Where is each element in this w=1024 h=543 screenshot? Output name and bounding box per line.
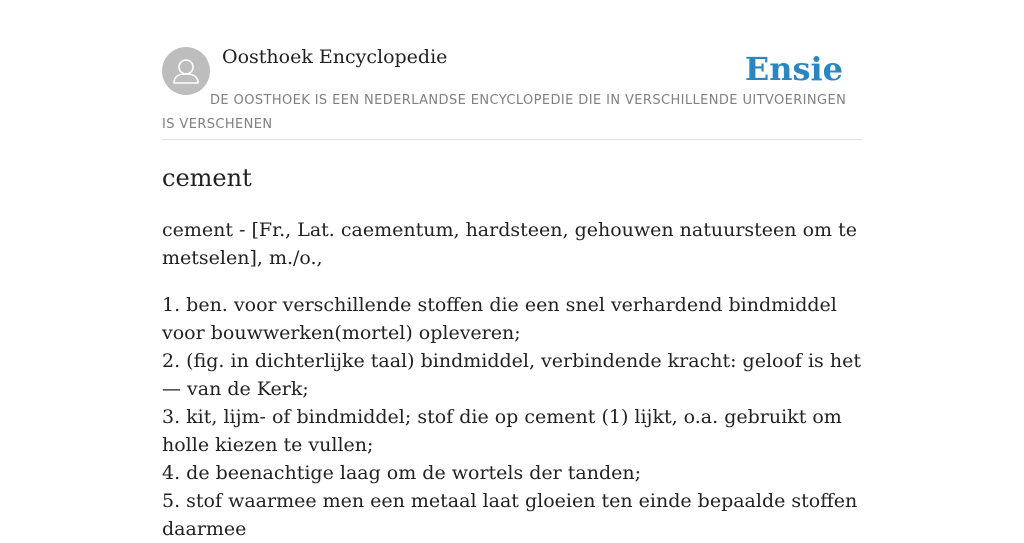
article-lead: cement - [Fr., Lat. caementum, hardsteen, gehouwen natuursteen om te metselen], m./o.,: [162, 219, 857, 269]
article-title: cement: [162, 164, 252, 192]
definition-item: 5. stof waarmee men een metaal laat gloeien ten einde bepaalde stoffen daarmee: [162, 490, 858, 540]
source-header: [162, 44, 862, 140]
definition-item: 4. de beenachtige laag om de wortels der tanden;: [162, 462, 642, 484]
user-silhouette-icon: [162, 47, 210, 95]
definition-item: 3. kit, lijm- of bindmiddel; stof die op cement (1) lijkt, o.a. gebruikt om holle kiezen te vullen;: [162, 406, 842, 456]
source-description: DE OOSTHOEK IS EEN NEDERLANDSE ENCYCLOPEDIE DIE IN VERSCHILLENDE UITVOERINGEN IS VERSCHENEN: [162, 93, 847, 132]
ensie-logo[interactable]: Ensie: [744, 50, 843, 88]
definition-item: 1. ben. voor verschillende stoffen die een snel verhardend bindmiddel voor bouwwerken(mortel) opleveren;: [162, 294, 837, 344]
article: [162, 162, 862, 543]
definition-item: 2. (fig. in dichterlijke taal) bindmiddel, verbindende kracht: geloof is het — van de Kerk;: [162, 350, 861, 400]
user-avatar-icon[interactable]: [162, 47, 210, 95]
definition-list: [162, 291, 862, 543]
source-name-link[interactable]: Oosthoek Encyclopedie: [222, 46, 448, 68]
